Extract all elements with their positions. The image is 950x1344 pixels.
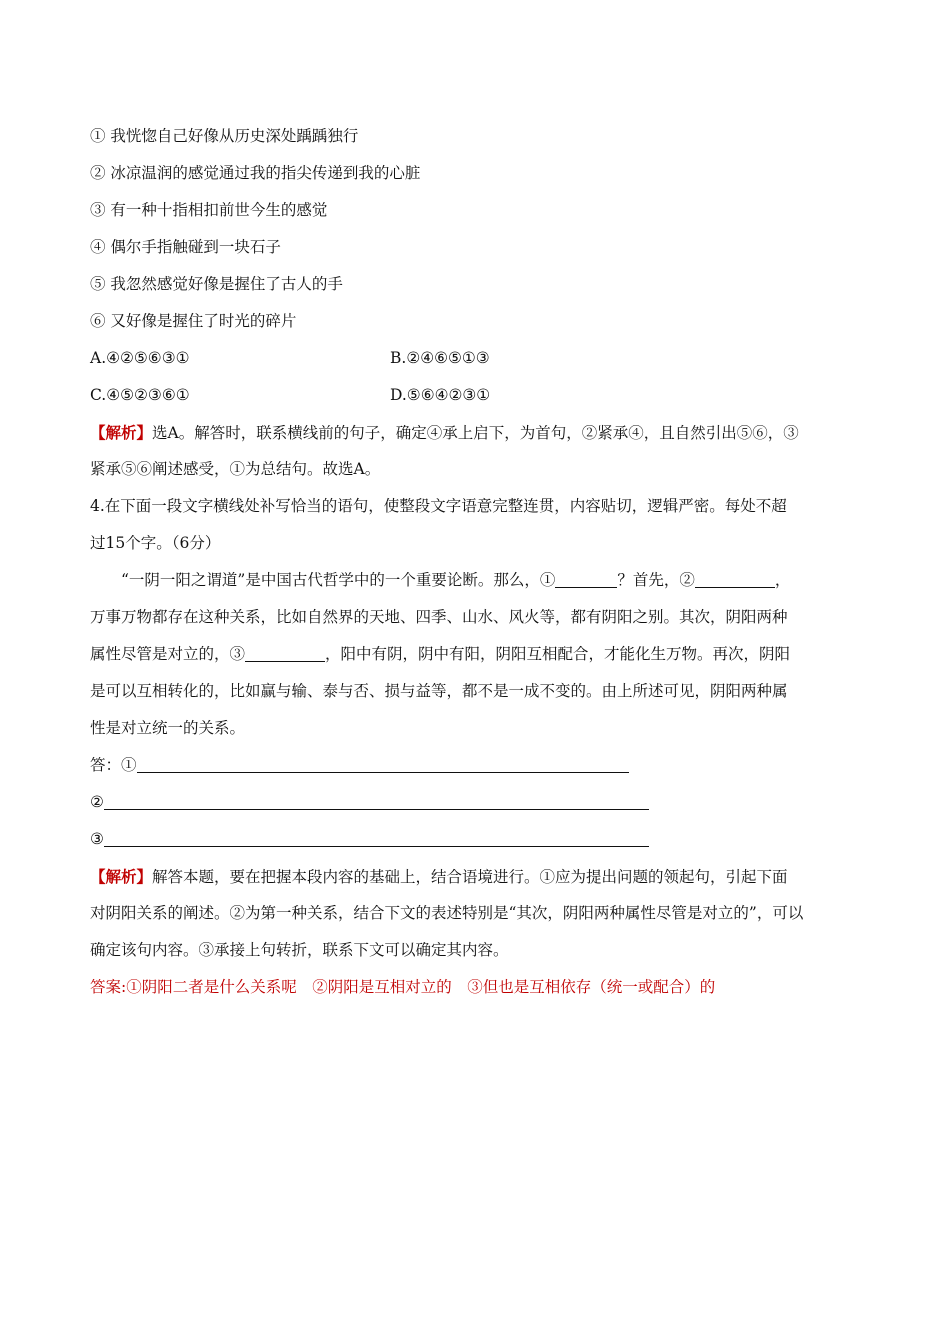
option-b: B.②④⑥⑤①③ bbox=[390, 349, 490, 367]
sentence-5: ⑤ 我忽然感觉好像是握住了古人的手 bbox=[90, 275, 343, 293]
blank-1 bbox=[555, 571, 617, 588]
options-row-1 bbox=[90, 340, 860, 377]
passage-text-3a: 属性尽管是对立的，③ bbox=[90, 645, 246, 663]
option-c: C.④⑤②③⑥① bbox=[90, 386, 190, 404]
answer-key-text: ①阴阳二者是什么关系呢 ②阴阳是互相对立的 ③但也是互相依存（统一或配合）的 bbox=[126, 978, 716, 996]
analysis-2-text-1: 解答本题，要在把握本段内容的基础上，结合语境进行。①应为提出问题的领起句，引起下面 bbox=[152, 868, 788, 886]
passage-text-1c: ， bbox=[774, 571, 791, 589]
passage-line-2: 万事万物都存在这种关系，比如自然界的天地、四季、山水、风火等，都有阴阳之别。其次，阴阳两种 bbox=[90, 608, 788, 626]
analysis-1-line-1 bbox=[90, 414, 860, 451]
answer-key bbox=[90, 969, 860, 1006]
analysis-2-line-2: 对阴阳关系的阐述。②为第一种关系，结合下文的表述特别是“其次，阴阳两种属性尽管是对立的”，可以 bbox=[90, 904, 804, 922]
analysis-tag: 【解析】 bbox=[90, 423, 153, 442]
passage-text-3b: ，阳中有阴，阴中有阳，阴阳互相配合，才能化生万物。再次，阴阳 bbox=[325, 645, 791, 663]
passage-line-4: 是可以互相转化的，比如赢与输、泰与否、损与益等，都不是一成不变的。由上所述可见，阴阳两种属 bbox=[90, 682, 788, 700]
passage-line-3 bbox=[90, 636, 860, 673]
answer-blank-2 bbox=[104, 793, 649, 810]
analysis-tag: 【解析】 bbox=[90, 867, 153, 886]
answer-line-2-label: ② bbox=[90, 793, 104, 811]
answer-line-3-label: ③ bbox=[90, 830, 104, 848]
answer-line-1 bbox=[90, 747, 860, 784]
options-row-2 bbox=[90, 377, 860, 414]
answer-blank-3 bbox=[104, 830, 649, 847]
analysis-1-text-1: 选A。解答时，联系横线前的句子，确定④承上启下，为首句，②紧承④，且自然引出⑤⑥，③ bbox=[152, 424, 799, 442]
question-4-line-2: 过15个字。（6分） bbox=[90, 534, 221, 552]
question-4-line-1: 4.在下面一段文字横线处补写恰当的语句，使整段文字语意完整连贯，内容贴切，逻辑严密。每处不超 bbox=[90, 497, 787, 515]
answer-line-3 bbox=[90, 821, 860, 858]
answer-blank-1 bbox=[137, 756, 629, 773]
sentence-4: ④ 偶尔手指触碰到一块石子 bbox=[90, 238, 281, 256]
sentence-6: ⑥ 又好像是握住了时光的碎片 bbox=[90, 312, 297, 330]
passage-line-5: 性是对立统一的关系。 bbox=[90, 719, 246, 737]
answer-line-1-label: 答：① bbox=[90, 756, 137, 774]
answer-line-2 bbox=[90, 784, 860, 821]
option-d: D.⑤⑥④②③① bbox=[390, 386, 491, 404]
sentence-1: ① 我恍惚自己好像从历史深处踽踽独行 bbox=[90, 127, 359, 145]
document-page bbox=[90, 118, 860, 1006]
passage-text-1b: ？首先，② bbox=[617, 571, 695, 589]
passage-line-1 bbox=[90, 562, 860, 599]
analysis-2-line-1 bbox=[90, 858, 860, 895]
option-a: A.④②⑤⑥③① bbox=[90, 349, 190, 367]
answer-key-label: 答案: bbox=[90, 978, 127, 996]
analysis-2-line-3: 确定该句内容。③承接上句转折，联系下文可以确定其内容。 bbox=[90, 941, 509, 959]
passage-text-1a: “一阴一阳之谓道”是中国古代哲学中的一个重要论断。那么，① bbox=[121, 571, 556, 589]
sentence-2: ② 冰凉温润的感觉通过我的指尖传递到我的心脏 bbox=[90, 164, 421, 182]
sentence-3: ③ 有一种十指相扣前世今生的感觉 bbox=[90, 201, 328, 219]
analysis-1-line-2: 紧承⑤⑥阐述感受，①为总结句。故选A。 bbox=[90, 460, 381, 478]
blank-3 bbox=[245, 645, 325, 662]
blank-2 bbox=[695, 571, 775, 588]
